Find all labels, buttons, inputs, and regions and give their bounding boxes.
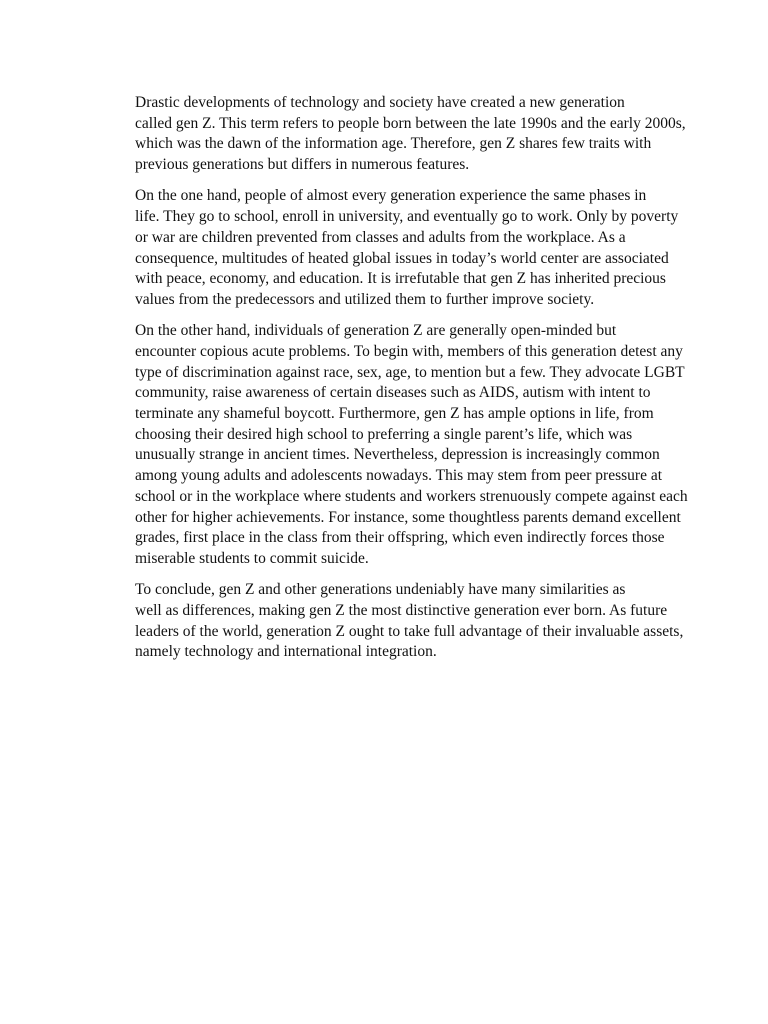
text-line: with peace, economy, and education. It is irrefutable that gen Z has inherited precious: [135, 270, 666, 288]
text-line: On the other hand, individuals of generation Z are generally open-minded but: [135, 322, 617, 340]
text-line: other for higher achievements. For instance, some thoughtless parents demand excellent: [135, 508, 681, 526]
text-line: among young adults and adolescents nowadays. This may stem from peer pressure at: [135, 467, 663, 485]
text-line: On the one hand, people of almost every generation experience the same phases in: [135, 187, 647, 205]
text-line: called gen Z. This term refers to people born between the late 1990s and the early 2000s,: [135, 114, 686, 132]
text-line: grades, first place in the class from their offspring, which even indirectly forces those: [135, 529, 665, 547]
text-line: miserable students to commit suicide.: [135, 549, 369, 567]
text-line: Drastic developments of technology and society have created a new generation: [135, 94, 625, 111]
text-line: terminate any shameful boycott. Furthermore, gen Z has ample options in life, from: [135, 405, 654, 423]
text-line: well as differences, making gen Z the most distinctive generation ever born. As future: [135, 601, 668, 619]
text-line: unusually strange in ancient times. Nevertheless, depression is increasingly common: [135, 446, 660, 464]
text-line: which was the dawn of the information age. Therefore, gen Z shares few traits with: [135, 135, 652, 153]
text-line: or war are children prevented from classes and adults from the workplace. As a: [135, 228, 626, 246]
text-line: namely technology and international integration.: [135, 643, 437, 661]
text-line: life. They go to school, enroll in university, and eventually go to work. Only by poverty: [135, 208, 679, 226]
text-line: school or in the workplace where students and workers strenuously compete against each: [135, 487, 688, 505]
text-line: encounter copious acute problems. To begin with, members of this generation detest any: [135, 342, 683, 360]
text-line: type of discrimination against race, sex, age, to mention but a few. They advocate LGBT: [135, 363, 685, 381]
text-line: consequence, multitudes of heated global issues in today’s world center are associated: [135, 249, 669, 267]
paragraph-differences: [90, 321, 688, 569]
paragraph-similarities: [90, 186, 679, 310]
text-line: choosing their desired high school to preferring a single parent’s life, which was: [135, 425, 633, 443]
text-line: To conclude, gen Z and other generations undeniably have many similarities as: [135, 581, 626, 599]
text-line: community, raise awareness of certain diseases such as AIDS, autism with intent to: [135, 384, 651, 402]
essay-body: [90, 93, 688, 674]
paragraph-conclusion: [90, 580, 684, 663]
text-line: previous generations but differs in numerous features.: [135, 156, 470, 174]
text-line: values from the predecessors and utilized them to further improve society.: [135, 290, 595, 308]
text-line: leaders of the world, generation Z ought to take full advantage of their invaluable assets,: [135, 622, 684, 640]
paragraph-introduction: [90, 93, 686, 176]
